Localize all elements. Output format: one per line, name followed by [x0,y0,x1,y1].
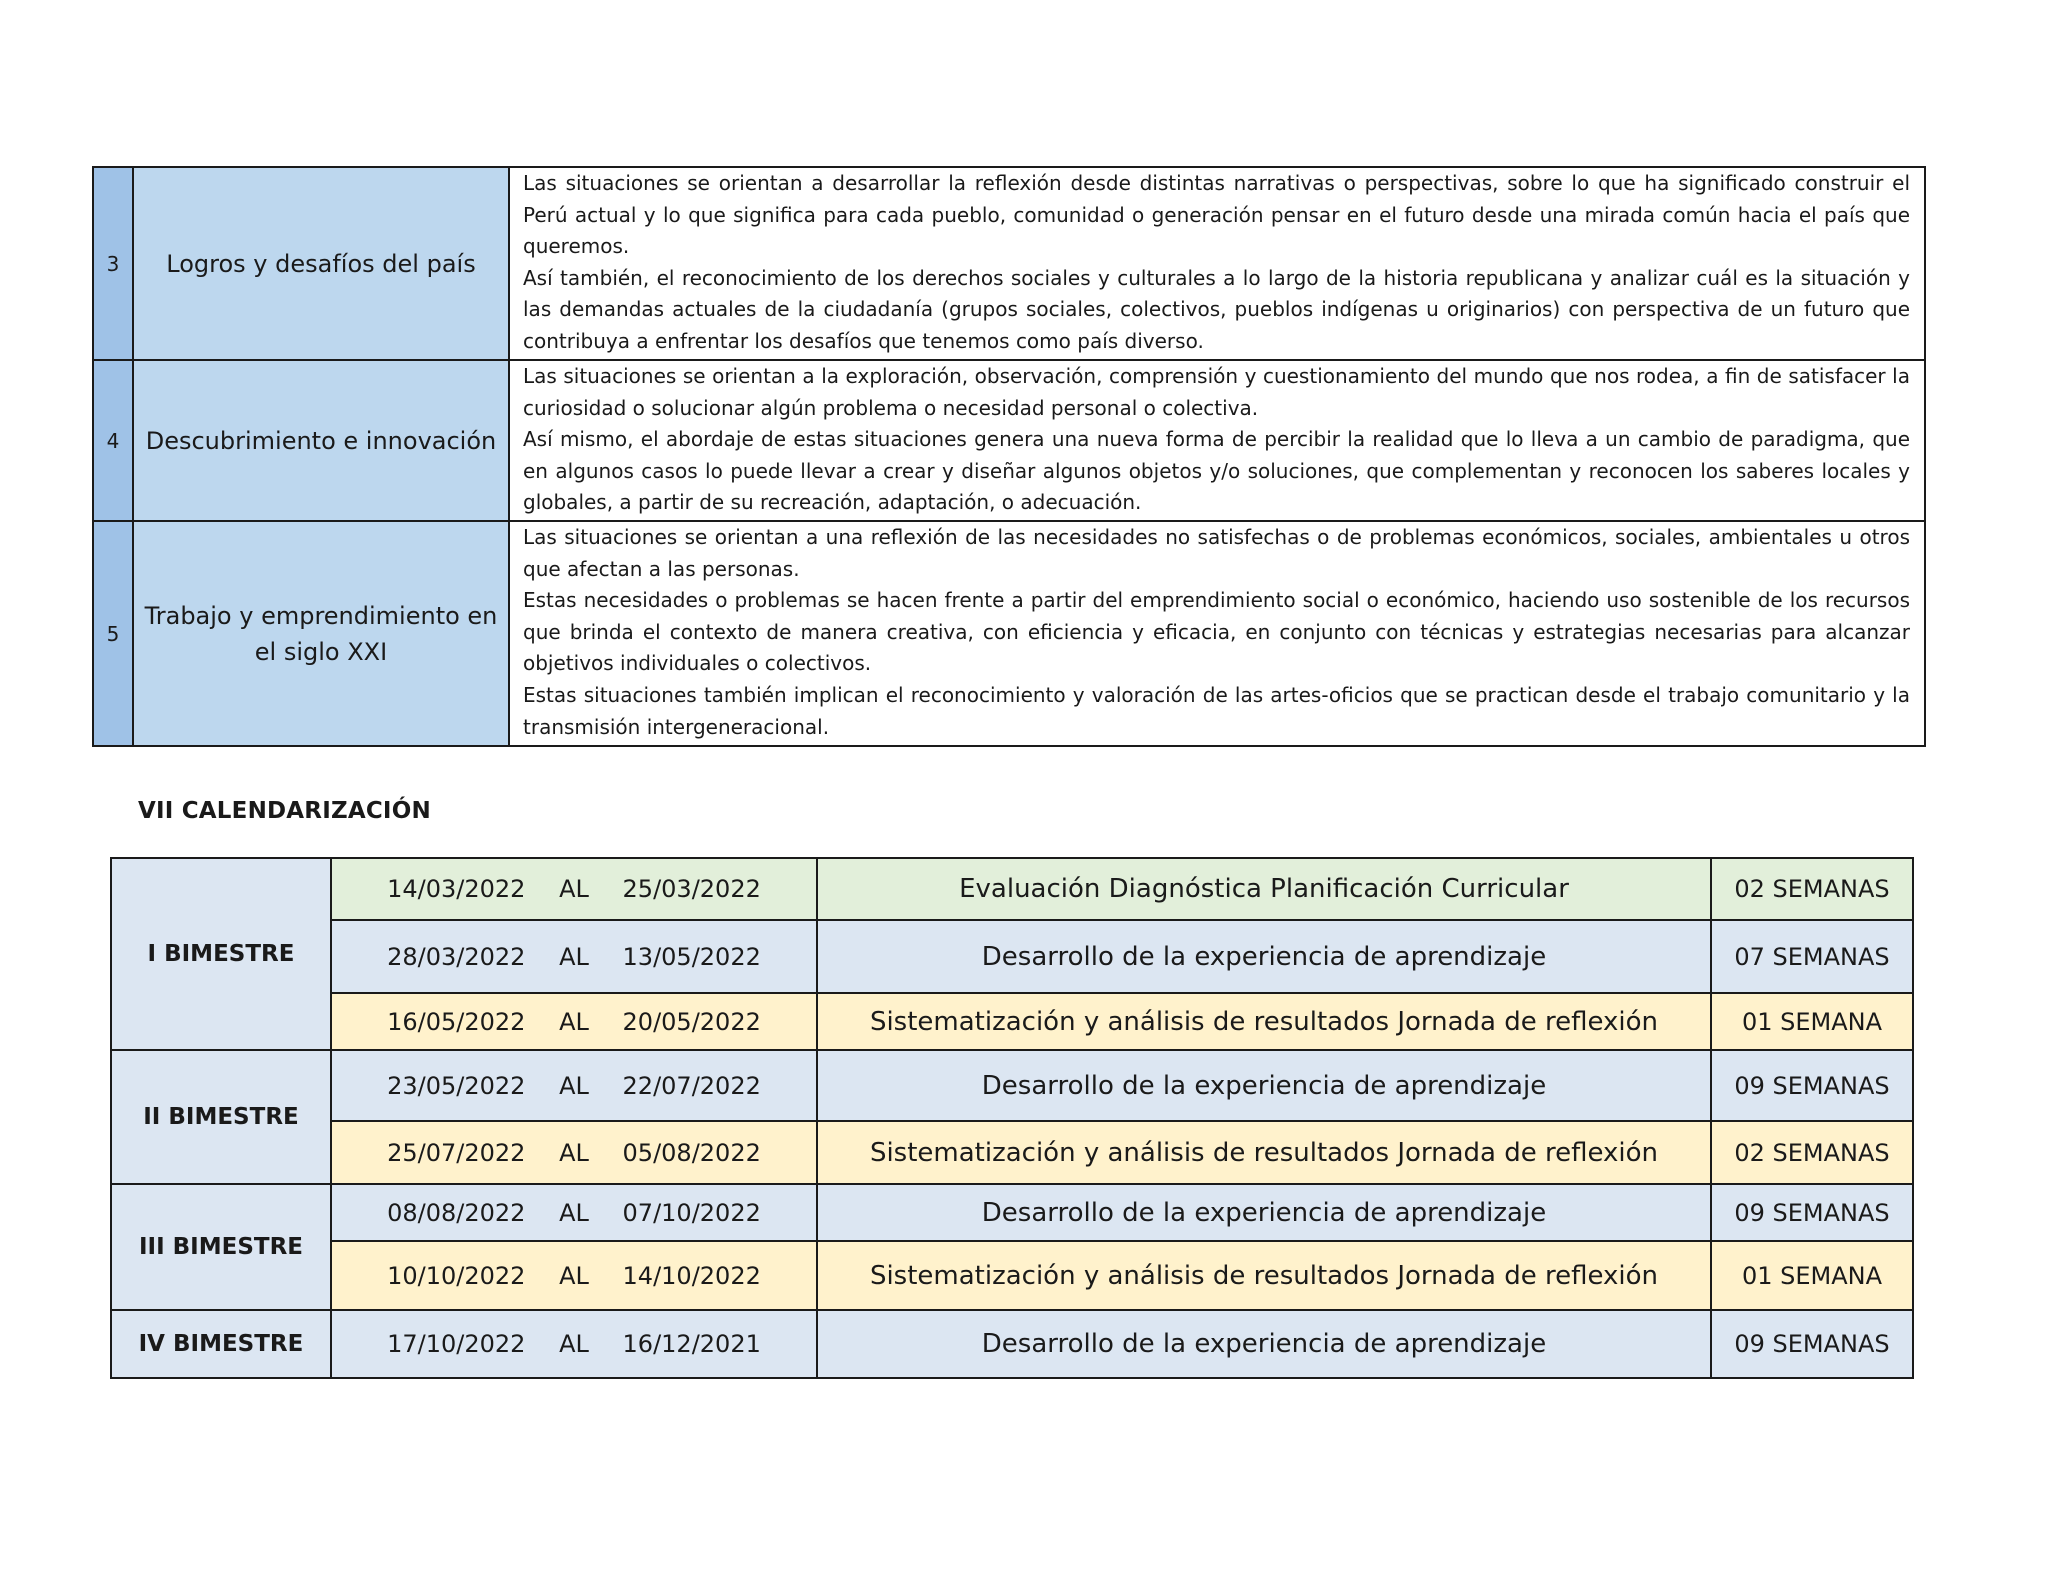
duration: 09 SEMANAS [1711,1310,1913,1378]
activity: Desarrollo de la experiencia de aprendizaje [817,1050,1711,1121]
activity: Evaluación Diagnóstica Planificación Curricular [817,858,1711,920]
start-date: 10/10/2022 [387,1261,526,1290]
date-separator: AL [559,1007,589,1036]
bimester-label: IV BIMESTRE [111,1310,331,1378]
description-paragraph: Las situaciones se orientan a una reflexión de las necesidades no satisfechas o de problemas económicos, sociales, ambientales u otros que afectan a las personas. [523,525,1910,581]
activity: Desarrollo de la experiencia de aprendizaje [817,1310,1711,1378]
calendar-row [111,920,1913,993]
situations-table [92,166,1926,747]
duration: 02 SEMANAS [1711,858,1913,920]
start-date: 08/08/2022 [387,1198,526,1227]
end-date: 13/05/2022 [622,942,761,971]
description-paragraph: Así mismo, el abordaje de estas situaciones genera una nueva forma de percibir la realidad que lo lleva a un cambio de paradigma, que en algunos casos lo puede llevar a crear y diseñar algunos objetos y/o soluciones, que complementan y reconocen los saberes locales y globales, a partir de su recreación, adaptación, o adecuación. [523,427,1910,515]
end-date: 20/05/2022 [622,1007,761,1036]
situation-name: Descubrimiento e innovación [133,360,509,521]
calendar-row [111,1310,1913,1378]
calendar-row [111,1121,1913,1184]
duration: 01 SEMANA [1711,1241,1913,1310]
calendar-row [111,1184,1913,1241]
start-date: 17/10/2022 [387,1330,526,1358]
situation-description [509,167,1925,360]
end-date: 22/07/2022 [622,1071,761,1100]
calendar-table [110,857,1914,1379]
date-separator: AL [559,1198,589,1227]
duration: 02 SEMANAS [1711,1121,1913,1184]
description-paragraph: Así también, el reconocimiento de los derechos sociales y culturales a lo largo de la historia republicana y analizar cuál es la situación y las demandas actuales de la ciudadanía (grupos sociales, colectivos, pueblos indígenas u originarios) con perspectiva de un futuro que contribuya a enfrentar los desafíos que tenemos como país diverso. [523,265,1910,353]
description-paragraph: Estas necesidades o problemas se hacen frente a partir del emprendimiento social o económico, haciendo uso sostenible de los recursos que brinda el contexto de manera creativa, con eficiencia y eficacia, en conjunto con técnicas y estrategias necesarias para alcanzar objetivos individuales o colectivos. [523,588,1910,676]
description-paragraph: Estas situaciones también implican el reconocimiento y valoración de las artes-oficios que se practican desde el trabajo comunitario y la transmisión intergeneracional. [523,682,1910,739]
date-range [331,920,817,993]
situation-row [93,167,1925,360]
description-paragraph: Las situaciones se orientan a desarrollar la reflexión desde distintas narrativas o perspectivas, sobre lo que ha significado construir el Perú actual y lo que significa para cada pueblo, comunidad o generación pensar en el futuro desde una mirada común hacia el país que queremos. [523,171,1910,259]
start-date: 23/05/2022 [387,1071,526,1100]
date-range [331,1241,817,1310]
date-separator: AL [559,1138,589,1167]
bimester-label: II BIMESTRE [111,1050,331,1184]
start-date: 25/07/2022 [387,1138,526,1167]
date-range [331,993,817,1050]
activity: Sistematización y análisis de resultados Jornada de reflexión [817,1241,1711,1310]
duration: 07 SEMANAS [1711,920,1913,993]
situation-name: Logros y desafíos del país [133,167,509,360]
duration: 09 SEMANAS [1711,1184,1913,1241]
calendar-row [111,1241,1913,1310]
situation-row [93,360,1925,521]
bimester-label: I BIMESTRE [111,858,331,1050]
start-date: 28/03/2022 [387,942,526,971]
end-date: 05/08/2022 [622,1138,761,1167]
description-paragraph: Las situaciones se orientan a la exploración, observación, comprensión y cuestionamiento del mundo que nos rodea, a fin de satisfacer la curiosidad o solucionar algún problema o necesidad personal o colectiva. [523,364,1910,420]
situation-name: Trabajo y emprendimiento en el siglo XXI [133,521,509,746]
date-separator: AL [559,942,589,971]
start-date: 16/05/2022 [387,1007,526,1036]
activity: Sistematización y análisis de resultados Jornada de reflexión [817,993,1711,1050]
date-separator: AL [559,875,589,903]
situation-number: 5 [93,521,133,746]
calendar-row [111,993,1913,1050]
duration: 09 SEMANAS [1711,1050,1913,1121]
activity: Desarrollo de la experiencia de aprendizaje [817,920,1711,993]
date-range [331,1184,817,1241]
calendar-heading: VII CALENDARIZACIÓN [138,798,431,824]
activity: Desarrollo de la experiencia de aprendizaje [817,1184,1711,1241]
date-range [331,858,817,920]
date-separator: AL [559,1261,589,1290]
date-separator: AL [559,1071,589,1100]
situation-description [509,521,1925,746]
duration: 01 SEMANA [1711,993,1913,1050]
situation-number: 3 [93,167,133,360]
end-date: 07/10/2022 [622,1198,761,1227]
date-range [331,1310,817,1378]
end-date: 16/12/2021 [622,1330,761,1358]
situation-number: 4 [93,360,133,521]
bimester-label: III BIMESTRE [111,1184,331,1310]
end-date: 25/03/2022 [622,875,761,903]
date-separator: AL [559,1330,589,1358]
date-range [331,1121,817,1184]
situation-description [509,360,1925,521]
end-date: 14/10/2022 [622,1261,761,1290]
start-date: 14/03/2022 [387,875,526,903]
activity: Sistematización y análisis de resultados Jornada de reflexión [817,1121,1711,1184]
date-range [331,1050,817,1121]
calendar-row [111,858,1913,920]
calendar-row [111,1050,1913,1121]
situation-row [93,521,1925,746]
